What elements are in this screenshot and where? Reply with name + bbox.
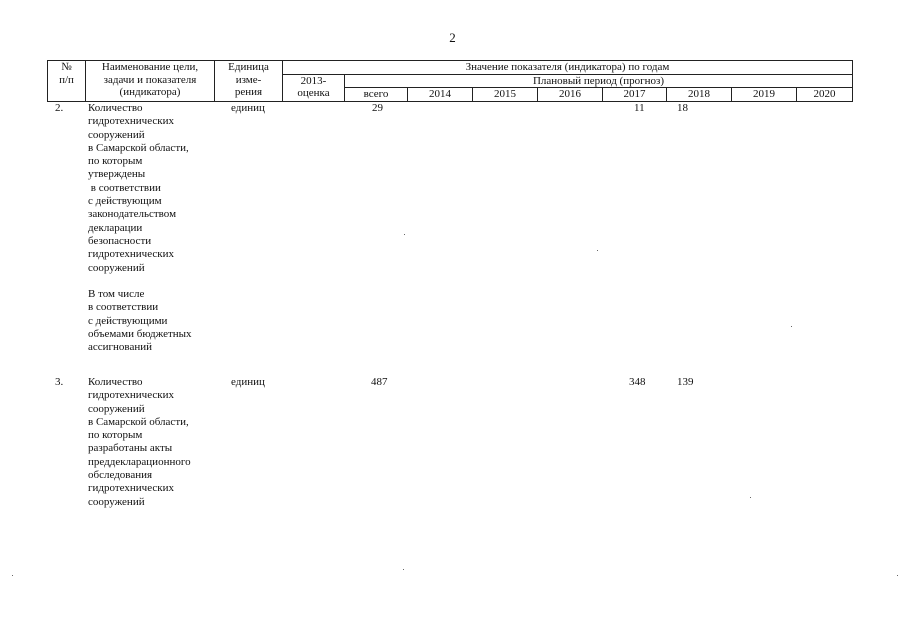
scan-speck bbox=[791, 326, 792, 327]
header-year-2019: 2019 bbox=[732, 88, 797, 102]
row-3-name: Количество гидротехнических сооружений в Самарской области, по которым разработаны акты преддекларационного обследования гидротехнических сооружений bbox=[88, 376, 191, 508]
header-plan-title: Плановый период (прогноз) bbox=[345, 74, 853, 88]
scan-speck bbox=[12, 575, 13, 576]
header-total: всего bbox=[345, 88, 408, 102]
row-3-2017: 348 bbox=[629, 376, 646, 388]
scan-speck bbox=[597, 250, 598, 251]
header-number-line1: № bbox=[61, 61, 72, 73]
page-number: 2 bbox=[449, 30, 456, 45]
header-values-title: Значение показателя (индикатора) по годам bbox=[283, 61, 853, 75]
header-year-2015: 2015 bbox=[473, 88, 538, 102]
header-year-2016: 2016 bbox=[538, 88, 603, 102]
header-year-2018: 2018 bbox=[667, 88, 732, 102]
header-2013-line2: оценка bbox=[297, 87, 330, 99]
header-name-line3: (индикатора) bbox=[119, 86, 181, 98]
row-3-total: 487 bbox=[371, 376, 388, 388]
header-unit-line1: Единица bbox=[228, 61, 269, 73]
indicator-table-header bbox=[47, 60, 853, 102]
header-unit-col bbox=[215, 61, 283, 102]
row-3-number: 3. bbox=[55, 376, 64, 388]
scan-speck bbox=[403, 569, 404, 570]
row-3-unit: единиц bbox=[231, 376, 265, 388]
scan-speck bbox=[404, 234, 405, 235]
header-year-2017: 2017 bbox=[603, 88, 667, 102]
scan-speck bbox=[750, 497, 751, 498]
header-unit-line3: рения bbox=[234, 86, 263, 98]
header-name-line1: Наименование цели, bbox=[101, 61, 199, 73]
row-2-number: 2. bbox=[55, 102, 64, 114]
header-year-2020: 2020 bbox=[797, 88, 853, 102]
header-name-line2: задачи и показателя bbox=[103, 73, 197, 86]
row-2-2017: 11 bbox=[634, 102, 645, 114]
row-2-name: Количество гидротехнических сооружений в Самарской области, по которым утверждены в соответствии с действующим законодательством декларации безопасности гидротехнических сооружений В том числе в соответствии с действующими объемами бюджетных ассигнований bbox=[88, 102, 192, 354]
header-2013-line1: 2013- bbox=[300, 74, 327, 87]
row-2-total: 29 bbox=[372, 102, 383, 114]
scan-speck bbox=[897, 575, 898, 576]
row-3-2018: 139 bbox=[677, 376, 694, 388]
header-year-2014: 2014 bbox=[408, 88, 473, 102]
header-2013-col bbox=[283, 74, 345, 101]
header-unit-line2: изме- bbox=[235, 73, 262, 86]
header-number-col bbox=[48, 61, 86, 102]
row-2-unit: единиц bbox=[231, 102, 265, 114]
header-name-col bbox=[86, 61, 215, 102]
row-2-2018: 18 bbox=[677, 102, 688, 114]
header-number-line2: п/п bbox=[59, 73, 74, 86]
